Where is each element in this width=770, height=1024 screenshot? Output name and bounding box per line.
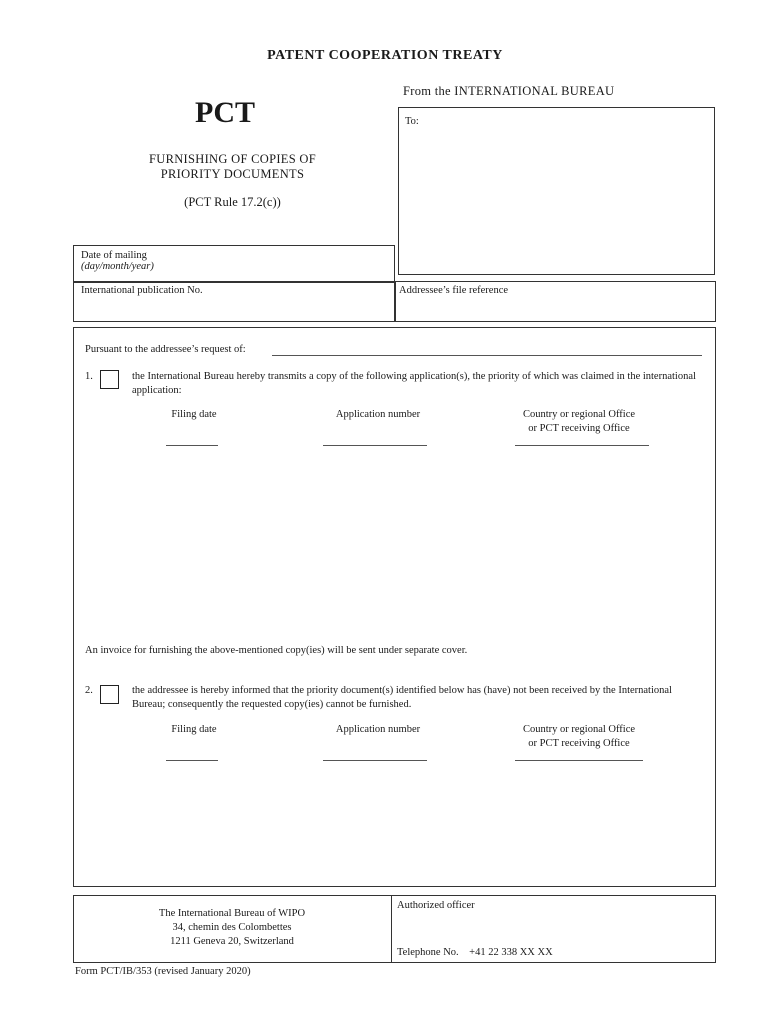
form-number: Form PCT/IB/353 (revised January 2020) [75,966,251,977]
date-of-mailing-label: Date of mailing [81,250,147,261]
item2-col-country-line1: Country or regional Office [522,724,636,735]
address-box[interactable] [398,107,715,275]
treaty-title: PATENT COOPERATION TREATY [267,48,503,63]
publication-no-label: International publication No. [81,285,203,296]
item2-col-country-line2: or PCT receiving Office [528,738,630,749]
form-title-line2: PRIORITY DOCUMENTS [160,167,305,181]
item1-application-number-line[interactable] [323,445,427,446]
pursuant-date-line[interactable] [272,355,702,356]
item2-application-number-line[interactable] [323,760,427,761]
file-reference-field[interactable] [394,281,716,322]
item1-country-line[interactable] [515,445,649,446]
item2-filing-date-line[interactable] [166,760,218,761]
date-format-hint: (day/month/year) [81,261,154,272]
invoice-note: An invoice for furnishing the above-mentioned copy(ies) will be sent under separate cover. [85,645,468,656]
bureau-line1: The International Bureau of WIPO [158,908,306,919]
bureau-address [74,907,390,949]
item1-text: the International Bureau hereby transmits a copy of the following application(s), the priority of which was claimed in the international application: [132,371,696,396]
item1-col-filing-date: Filing date [171,409,217,420]
bureau-line3: 1211 Geneva 20, Switzerland [170,936,294,947]
item2-col-filing-date: Filing date [171,724,217,735]
from-line: From the INTERNATIONAL BUREAU [403,84,615,98]
bureau-line2: 34, chemin des Colombettes [172,922,292,933]
item1-checkbox[interactable] [100,370,119,389]
item2-col-country [504,723,654,751]
publication-no-field[interactable] [73,281,396,322]
item2-number: 2. [85,685,93,696]
rule-reference: (PCT Rule 17.2(c)) [184,195,281,209]
to-label: To: [405,116,419,127]
main-body-box [73,327,716,887]
item1-col-application-number: Application number [335,409,421,420]
telephone-value: +41 22 338 XX XX [469,947,553,958]
pct-label: PCT [195,96,255,129]
form-title [100,152,365,182]
item2-col-application-number: Application number [335,724,421,735]
item1-col-country-line1: Country or regional Office [522,409,636,420]
telephone [397,946,553,960]
item2-checkbox[interactable] [100,685,119,704]
item1-number: 1. [85,371,93,382]
footer-divider [391,896,392,962]
footer-box [73,895,716,963]
item2-text: the addressee is hereby informed that the priority document(s) identified below has (have) not been received by the International Bureau; consequently the requested copy(ies) cannot be furnished. [132,685,672,710]
pursuant-label: Pursuant to the addressee’s request of: [85,344,246,355]
item1-filing-date-line[interactable] [166,445,218,446]
item1-col-country [504,408,654,436]
file-reference-label: Addressee’s file reference [399,285,509,296]
date-of-mailing-field[interactable] [73,245,395,283]
item2-country-line[interactable] [515,760,643,761]
item1-col-country-line2: or PCT receiving Office [528,423,630,434]
form-title-line1: FURNISHING OF COPIES OF [148,152,316,166]
authorized-officer-label: Authorized officer [397,900,475,911]
telephone-label: Telephone No. [397,947,459,958]
